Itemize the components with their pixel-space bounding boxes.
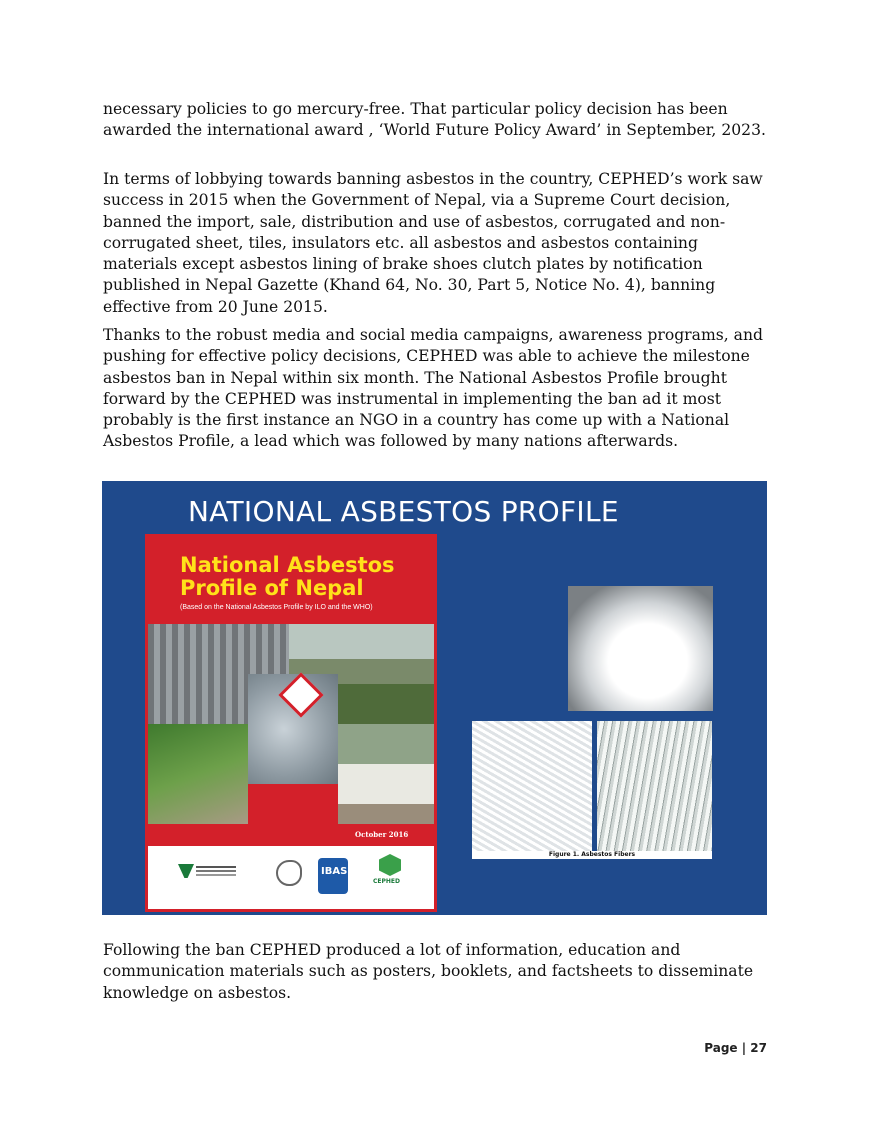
paragraph-iec-materials: Following the ban CEPHED produced a lot of information, education and communication materials such as posters, booklets, and factsheets to disseminate knowledge on asbestos. [103,941,754,1002]
cover-title-line2: Profile of Nepal [180,576,364,600]
tmgt-logo-icon [178,856,233,896]
aban-logo-icon [276,860,302,886]
paragraph-campaigns: Thanks to the robust media and social media campaigns, awareness programs, and pushing for effective policy decisions, CEPHED was able to achieve the milestone asbestos ban in Nepal within six month. The National Asbestos Profile brought forward by the CEPHED was instrumental in implementing the ban ad it most probably is the first instance an NGO in a country has come up with a National Asbestos Profile, a lead which was followed by many nations afterwards. [103,326,763,451]
figure-title: NATIONAL ASBESTOS PROFILE [188,495,619,528]
asbestos-rock-photo [568,586,713,711]
page-number: Page | 27 [704,1041,767,1055]
building-photo [338,724,434,824]
cover-title-line1: National Asbestos [180,553,395,577]
paragraph-mercury-award: necessary policies to go mercury-free. That particular policy decision has been awarded the international award , ‘World Future Policy Award’ in September, 2023. [103,100,766,140]
cephed-logo-text: CEPHED [373,878,400,885]
national-asbestos-profile-figure [102,481,767,915]
paragraph-asbestos-ban: In terms of lobbying towards banning asbestos in the country, CEPHED’s work saw success in 2015 when the Government of Nepal, via a Supreme Court decision, banned the import, sale, distribution and use of asbestos, corrugated and non-corrugated sheet, tiles, insulators etc. all asbestos and asbestos containing materials except asbestos lining of brake shoes clutch plates by notification published in Nepal Gazette (Khand 64, No. 30, Part 5, Notice No. 4), banning effective from 20 June 2015. [103,170,763,316]
white-fibers-photo [472,721,592,851]
cover-subtitle: (Based on the National Asbestos Profile by ILO and the WHO) [180,604,373,611]
cover-date: October 2016 [355,830,409,839]
fibers-caption: Figure 1. Asbestos Fibers [472,851,712,859]
ibas-logo-text: IBAS [321,866,348,877]
report-cover [145,534,437,912]
ibas-logo-icon [318,858,348,894]
cover-title [180,554,395,600]
fiber-strands-photo [597,721,712,851]
cephed-logo-icon [373,854,407,886]
workers-photo [148,724,248,824]
cover-logos [148,846,434,909]
